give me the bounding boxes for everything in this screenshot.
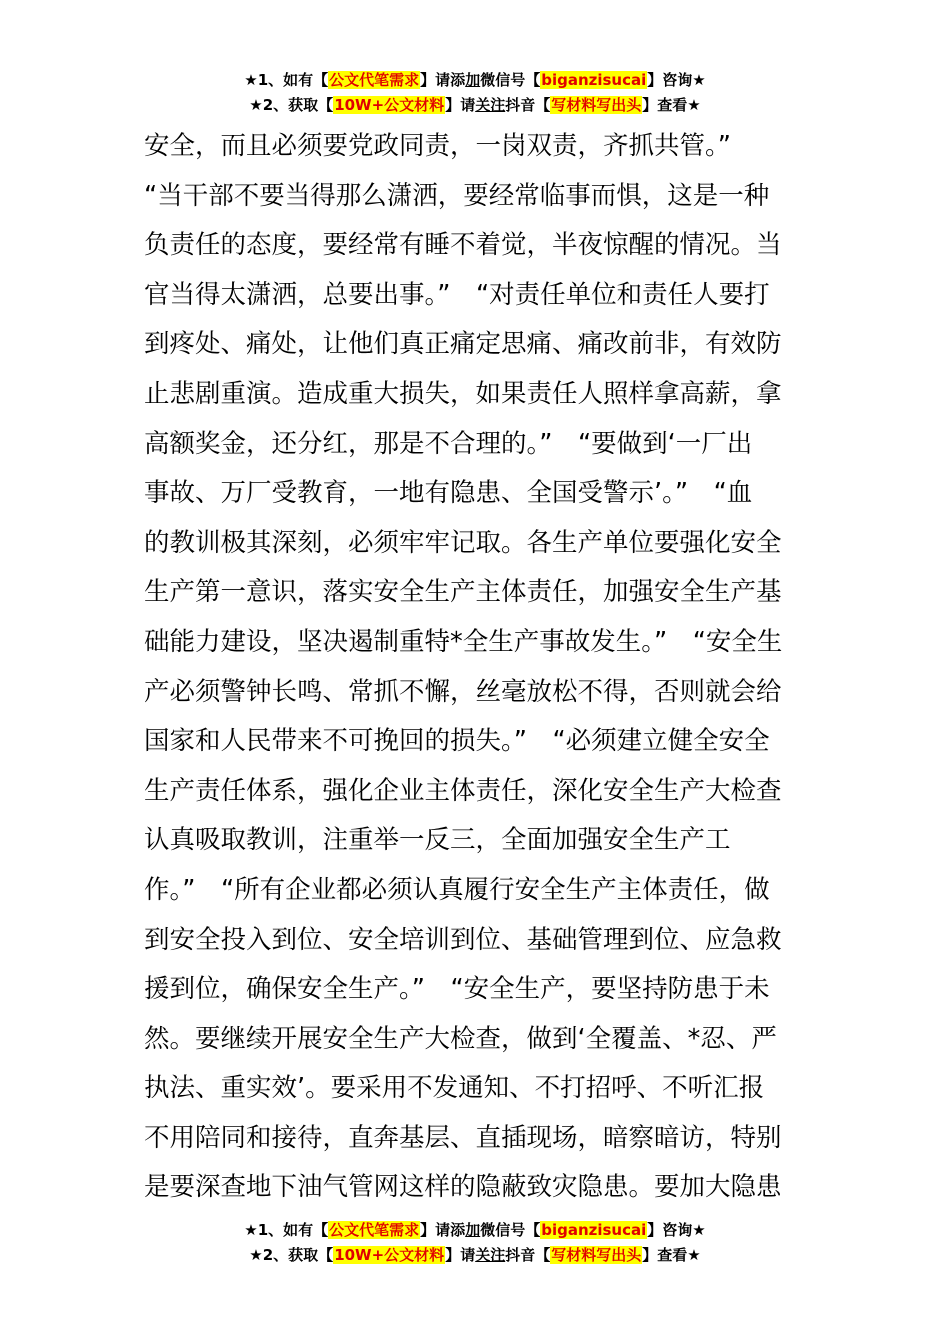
service-highlight: 公文代笔需求 — [329, 71, 420, 89]
body-line: 不用陪同和接待，直奔基层、直插现场，暗察暗访，特别 — [144, 1122, 782, 1153]
banner-text: 】请 — [445, 1246, 476, 1264]
banner-line-2 — [0, 94, 950, 119]
header-banner — [0, 69, 950, 119]
body-line: 安全，而且必须要党政同责，一岗双责，齐抓共管。” — [144, 131, 731, 161]
body-line: 到疼处、痛处，让他们真正痛定思痛、痛改前非，有效防 — [144, 329, 782, 360]
body-line: 作。” “所有企业都必须认真履行安全生产主体责任，做 — [144, 874, 770, 905]
service-highlight: 公文代笔需求 — [329, 1221, 420, 1239]
banner-underlined-text: 关注 — [475, 96, 506, 114]
body-line: 生产责任体系，强化企业主体责任，深化安全生产大检查 — [144, 775, 782, 806]
banner-text: 】查看★ — [642, 96, 701, 114]
body-line: 产必须警钟长鸣、常抓不懈，丝毫放松不得，否则就会给 — [144, 676, 782, 707]
banner-underlined-text: 加 — [465, 1221, 481, 1239]
douyin-id-highlight: 写材料写出头 — [551, 1246, 642, 1264]
banner-text: 】查看★ — [642, 1246, 701, 1264]
body-line: 止悲剧重演。造成重大损失，如果责任人照样拿高薪，拿 — [144, 378, 782, 409]
banner-line-2 — [0, 1244, 950, 1269]
body-line: 础能力建设，坚决遏制重特*全生产事故发生。” “安全生 — [144, 626, 783, 657]
wechat-id-highlight: biganzisucai — [541, 1221, 647, 1239]
body-line: 的教训极其深刻，必须牢牢记取。各生产单位要强化安全 — [144, 527, 782, 558]
banner-line-1 — [0, 69, 950, 94]
banner-text: ★1、如有【 — [244, 1221, 329, 1239]
body-line: 国家和人民带来不可挽回的损失。” “必须建立健全安全 — [144, 726, 770, 757]
materials-highlight: 10W+公文材料 — [334, 96, 445, 114]
body-line: 认真吸取教训，注重举一反三，全面加强安全生产工 — [144, 825, 731, 856]
body-line: 事故、万厂受教育，一地有隐患、全国受警示’。” “血 — [144, 478, 753, 509]
banner-text: 】咨询★ — [647, 71, 706, 89]
body-line: 执法、重实效’。要采用不发通知、不打招呼、不听汇报 — [144, 1073, 765, 1104]
banner-text: 微信号【 — [480, 71, 541, 89]
document-body — [144, 122, 808, 1213]
banner-line-1 — [0, 1219, 950, 1244]
wechat-id-highlight: biganzisucai — [541, 71, 647, 89]
banner-text: 微信号【 — [480, 1221, 541, 1239]
banner-text: 抖音【 — [505, 96, 551, 114]
body-line: 然。要继续开展安全生产大检查，做到‘全覆盖、*忍、严 — [144, 1023, 777, 1054]
banner-underlined-text: 关注 — [475, 1246, 506, 1264]
banner-text: ★2、获取【 — [249, 96, 334, 114]
body-line: 高额奖金，还分红，那是不合理的。” “要做到‘一厂出 — [144, 428, 753, 459]
body-line: 是要深查地下油气管网这样的隐蔽致灾隐患。要加大隐患 — [144, 1172, 782, 1203]
banner-text: ★2、获取【 — [249, 1246, 334, 1264]
body-line: 负责任的态度，要经常有睡不着觉，半夜惊醒的情况。当 — [144, 230, 782, 261]
banner-underlined-text: 加 — [465, 71, 481, 89]
body-line: 生产第一意识，落实安全生产主体责任，加强安全生产基 — [144, 577, 782, 608]
banner-text: 抖音【 — [505, 1246, 551, 1264]
body-line: 援到位，确保安全生产。” “安全生产，要坚持防患于未 — [144, 974, 770, 1005]
body-line: 到安全投入到位、安全培训到位、基础管理到位、应急救 — [144, 924, 782, 955]
douyin-id-highlight: 写材料写出头 — [551, 96, 642, 114]
footer-banner — [0, 1219, 950, 1269]
banner-text: ★1、如有【 — [244, 71, 329, 89]
materials-highlight: 10W+公文材料 — [334, 1246, 445, 1264]
body-line: 官当得太潇洒，总要出事。” “对责任单位和责任人要打 — [144, 279, 770, 310]
banner-text: 】请添 — [420, 1221, 466, 1239]
banner-text: 】咨询★ — [647, 1221, 706, 1239]
banner-text: 】请 — [445, 96, 476, 114]
body-line: “当干部不要当得那么潇洒，要经常临事而惧，这是一种 — [144, 180, 770, 211]
banner-text: 】请添 — [420, 71, 466, 89]
